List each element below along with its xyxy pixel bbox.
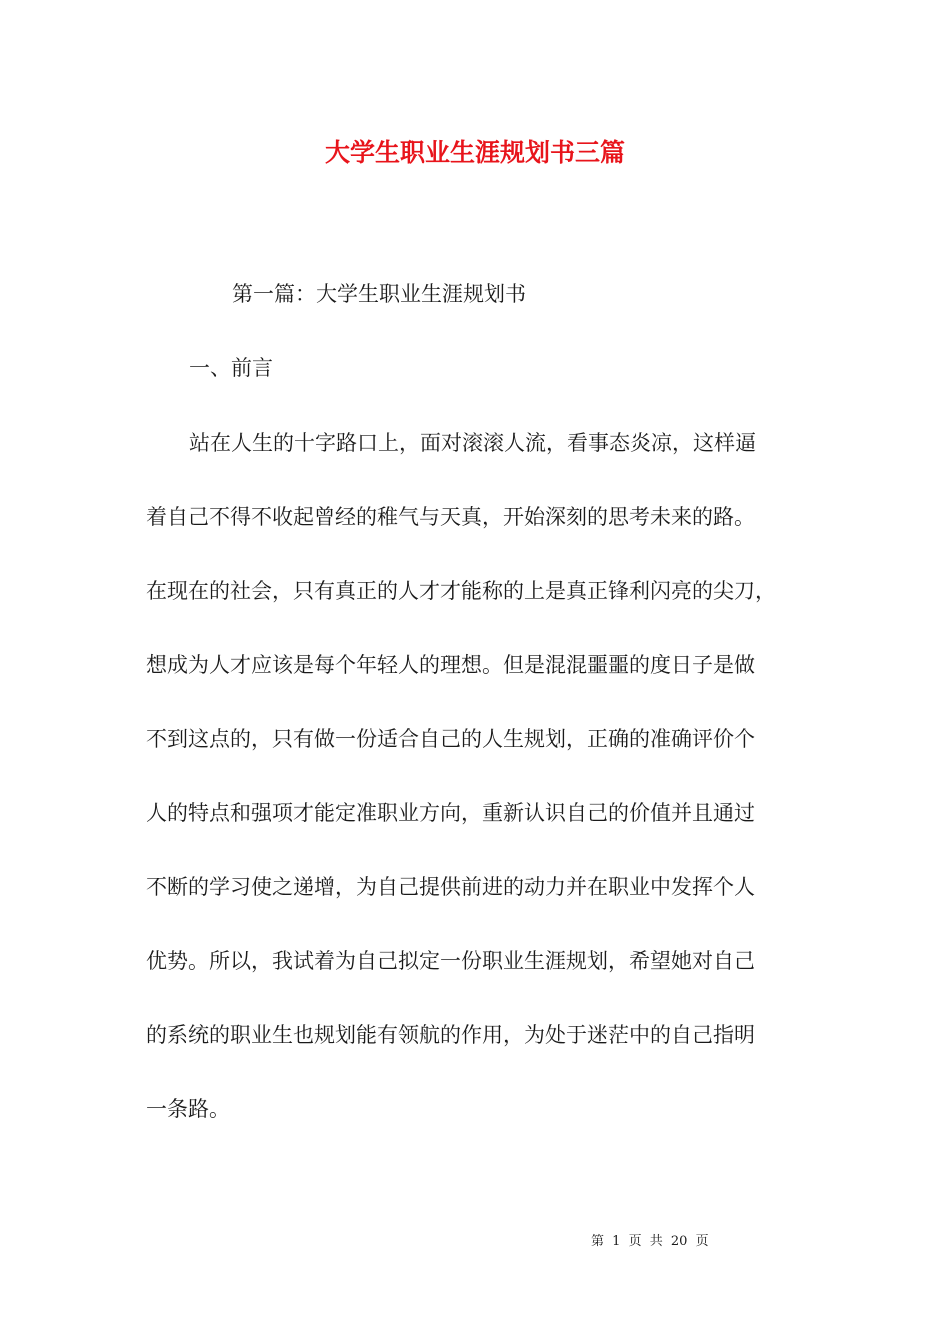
footer-current-page: 1 [612, 1234, 621, 1249]
footer-suffix: 页 [695, 1234, 709, 1249]
footer-total-pages: 20 [670, 1234, 688, 1249]
body-line: 站在人生的十字路口上，面对滚滚人流，看事态炎凉，这样逼 [189, 431, 756, 455]
body-line: 优势。所以，我试着为自己拟定一份职业生涯规划，希望她对自己 [146, 949, 755, 973]
footer-total-word: 共 [649, 1234, 663, 1249]
body-line: 想成为人才应该是每个年轻人的理想。但是混混噩噩的度日子是做 [146, 653, 755, 677]
body-line: 不断的学习使之递增，为自己提供前进的动力并在职业中发挥个人 [146, 875, 755, 899]
body-line: 一条路。 [146, 1097, 230, 1121]
body-line: 不到这点的，只有做一份适合自己的人生规划，正确的准确评价个 [146, 727, 755, 751]
body-line: 在现在的社会，只有真正的人才才能称的上是真正锋利闪亮的尖刀， [146, 579, 776, 603]
sub-heading: 一、前言 [189, 356, 273, 380]
body-line: 的系统的职业生也规划能有领航的作用，为处于迷茫中的自己指明 [146, 1023, 755, 1047]
body-line: 着自己不得不收起曾经的稚气与天真，开始深刻的思考未来的路。 [146, 505, 755, 529]
page-number-footer [591, 1232, 713, 1252]
body-paragraph [146, 423, 776, 1163]
section-heading: 第一篇：大学生职业生涯规划书 [232, 282, 526, 306]
footer-prefix: 第 [591, 1234, 605, 1249]
footer-page-word: 页 [628, 1234, 642, 1249]
document-title: 大学生职业生涯规划书三篇 [324, 138, 625, 167]
body-line: 人的特点和强项才能定准职业方向，重新认识自己的价值并且通过 [146, 801, 755, 825]
